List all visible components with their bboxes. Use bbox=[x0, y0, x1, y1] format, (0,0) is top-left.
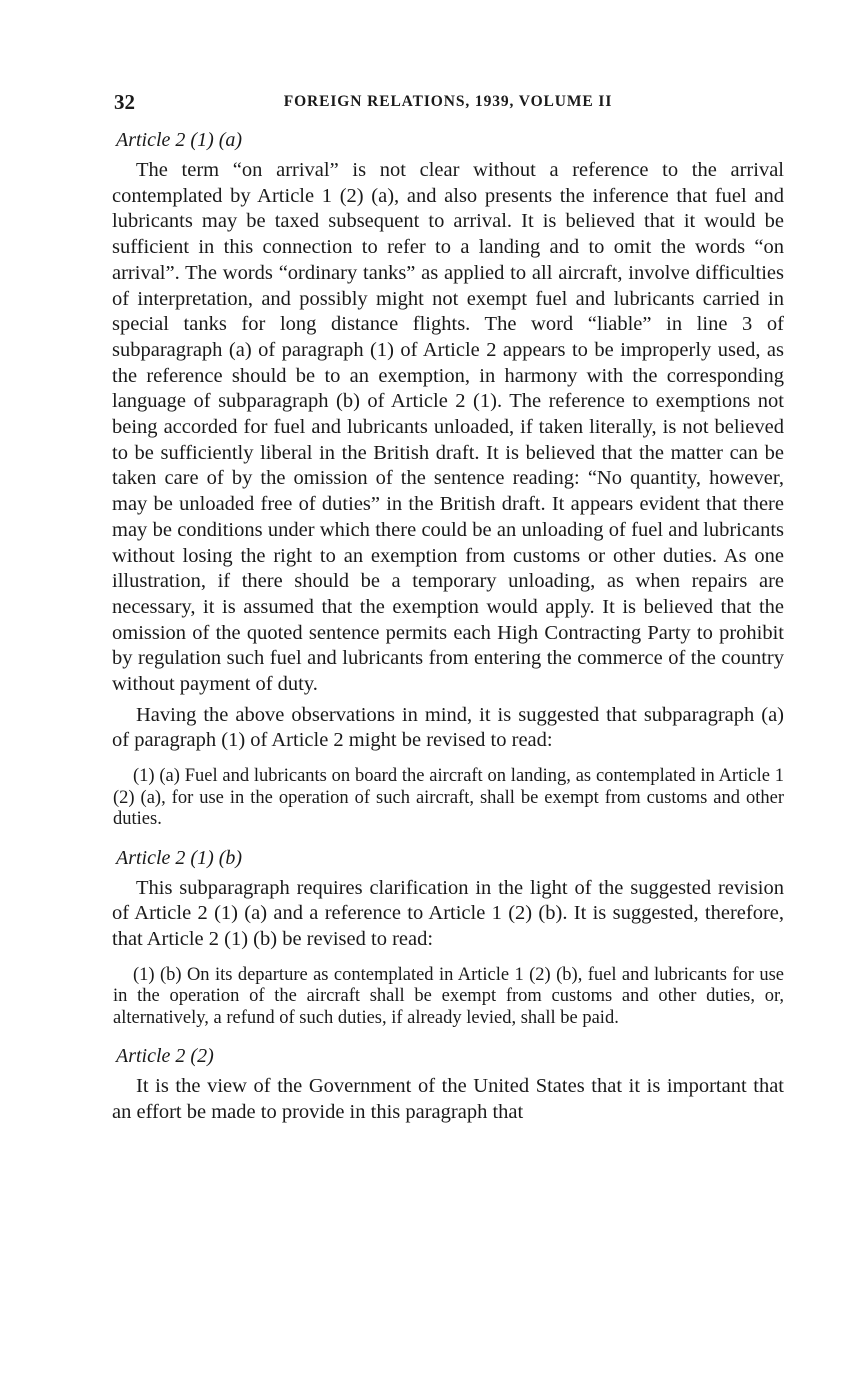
body-paragraph: Having the above observations in mind, it is suggested that subparagraph (a) of paragraph (1) of Article 2 might be revised to read: bbox=[112, 703, 784, 752]
body-paragraph: This subparagraph requires clarification in the light of the suggested revision of Article 2 (1) (a) and a reference to Article 1 (2) (b). It is suggested, therefore, that Article 2 (1) (b) be revised to read: bbox=[112, 876, 784, 951]
document-page bbox=[112, 90, 784, 1131]
page-number: 32 bbox=[114, 90, 135, 114]
body-paragraph: The term “on arrival” is not clear without a reference to the arrival contemplated by Article 1 (2) (a), and also presents the inference that fuel and lubricants may be taxed subsequent to arrival. It is believed that it would be sufficient in this connection to refer to a landing and to omit the words “on arrival”. The words “ordinary tanks” as applied to all aircraft, involve difficulties of interpretation, and possibly might not exempt fuel and lubricants carried in special tanks for long distance flights. The word “liable” in line 3 of subparagraph (a) of paragraph (1) of Article 2 appears to be improperly used, as the reference should be to an exemption, in harmony with the corresponding language of subparagraph (b) of Article 2 (1). The reference to exemptions not being accorded for fuel and lubricants unloaded, if taken literally, is not believed to be sufficiently liberal in the British draft. It is believed that the matter can be taken care of by the omission of the sentence reading: “No quantity, however, may be unloaded free of duties” in the British draft. It appears evident that there may be conditions under which there could be an unloading of fuel and lubricants without losing the right to an exemption from customs or other duties. As one illustration, if there should be a temporary unloading, as when repairs are necessary, it is assumed that the exemption would apply. It is believed that the omission of the quoted sentence permits each High Contracting Party to prohibit by regulation such fuel and lubricants from entering the commerce of the country without payment of duty. bbox=[112, 159, 784, 696]
quoted-revision: (1) (a) Fuel and lubricants on board the aircraft on landing, as contemplated in Article 1 (2) (a), for use in the operation of such aircraft, shall be exempt from customs and other duties. bbox=[113, 766, 784, 830]
section-article-2-1-a bbox=[112, 127, 784, 831]
running-title: FOREIGN RELATIONS, 1939, VOLUME II bbox=[283, 93, 613, 110]
section-article-2-2 bbox=[112, 1043, 784, 1125]
section-heading: Article 2 (1) (a) bbox=[116, 129, 243, 151]
body-paragraph: It is the view of the Government of the United States that it is important that an effort be made to provide in this paragraph that bbox=[112, 1075, 784, 1123]
quoted-revision: (1) (b) On its departure as contemplated in Article 1 (2) (b), fuel and lubricants for use in the operation of the aircraft shall be exempt from customs and other duties, or, alternatively, a refund of such duties, if already levied, shall be paid. bbox=[113, 964, 784, 1028]
section-heading: Article 2 (1) (b) bbox=[116, 846, 243, 869]
running-header bbox=[112, 90, 784, 124]
section-article-2-1-b bbox=[112, 845, 784, 1030]
section-heading: Article 2 (2) bbox=[116, 1045, 214, 1068]
